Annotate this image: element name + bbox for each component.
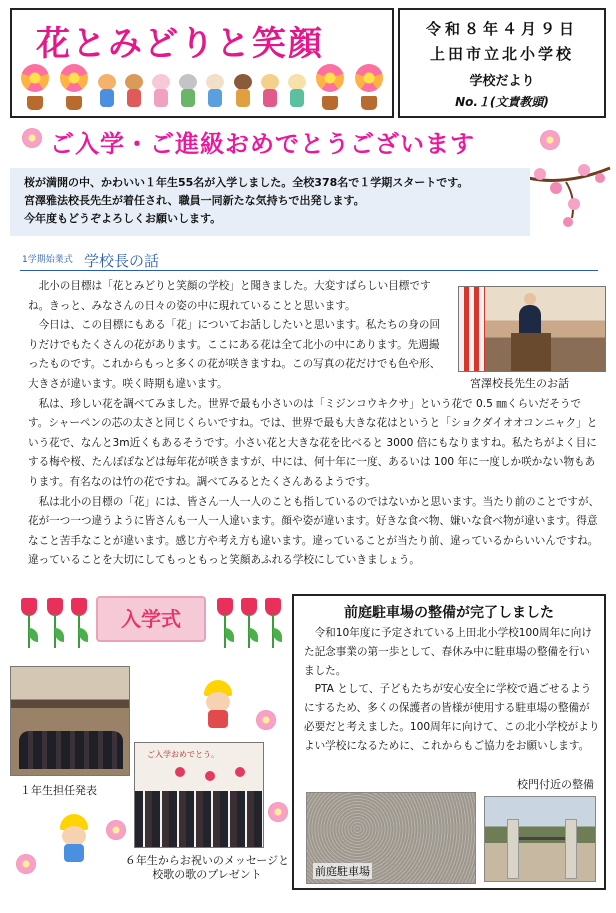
tulip-icon <box>264 598 282 652</box>
sakura-icon <box>256 710 276 730</box>
intro-box <box>10 168 530 236</box>
section-kicker: 1学期始業式 <box>22 255 73 265</box>
principal-photo <box>458 286 606 372</box>
ceremony-header <box>10 592 288 656</box>
cherry-branch-icon <box>526 148 612 234</box>
tulip-icon <box>240 598 258 652</box>
parking-paragraph: 令和10年度に予定されている上田北小学校100周年に向けた記念事業の第一歩として、春休み中に駐車場の整備を行いました。 <box>304 627 592 677</box>
ceremony-label: 入学式 <box>96 596 206 642</box>
tulip-icon <box>70 598 88 652</box>
congratulations-banner: ご入学・ご進級おめでとうございます <box>50 130 475 158</box>
photo-sign-text: ご入学おめでとう。 <box>147 750 219 759</box>
flower-animal-illustration <box>18 62 386 110</box>
sakura-icon <box>268 802 288 822</box>
masthead <box>10 8 394 118</box>
flower-pot-icon <box>57 64 91 110</box>
animal-icon <box>286 74 308 110</box>
animal-icon <box>96 74 118 110</box>
principal-photo-caption: 宮澤校長先生のお話 <box>470 377 569 390</box>
flower-pot-icon <box>352 64 386 110</box>
animal-icon <box>177 74 199 110</box>
animal-icon <box>232 74 254 110</box>
section-title-principal: 学校長の話 <box>84 252 160 270</box>
homeroom-caption: １年生担任発表 <box>20 784 97 797</box>
sakura-icon <box>106 820 126 840</box>
school-name: 上田市立北小学校 <box>429 45 574 63</box>
sakura-icon <box>16 854 36 874</box>
section-divider <box>20 270 598 271</box>
parking-title: 前庭駐車場の整備が完了しました <box>344 605 554 621</box>
sixth-grade-photo <box>134 742 264 848</box>
sakura-icon <box>540 130 560 150</box>
issue-date: 令和８年４月９日 <box>425 20 578 38</box>
talk-paragraph: 今日は、この目標にもある「花」についてお話ししたいと思います。私たちの身の回りだけでもたくさんの花があります。ここにある花は全て北小の中にあります。先週撮ったものです。これからもっと多くの花が咲きますね。この写真の花だけでも色や形、大きさが違います。咲く時期も違います。 <box>28 319 441 390</box>
intro-line: 宮澤雅法校長先生が着任され、職員一同新たな気持ちで出発します。 <box>24 194 365 207</box>
sakura-icon <box>22 128 42 148</box>
animal-icon <box>123 74 145 110</box>
newsletter-title: 花とみどりと笑顔 <box>36 24 324 64</box>
talk-paragraph: 私は北小の目標の「花」には、皆さん一人一人のことも指しているのではないかと思います。当たり前のことですが、花が一つ一つ違うように皆さんも一人一人違います。顔や姿が違います。好きな食べ物、嫌いな食べ物が違います。得意なこと苦手なことが違います。感じ方や考え方も違います。違っていることが当たり前、違っているからいいんですね。違っていることを大切にしてもっともっと笑顔あふれる学校にしていきましょう。 <box>28 495 600 567</box>
flower-pot-icon <box>18 64 52 110</box>
issue-number: No.１(文責教頭) <box>455 95 549 109</box>
homeroom-photo <box>10 666 130 776</box>
tulip-icon <box>216 598 234 652</box>
parking-body <box>304 624 600 756</box>
sixth-grade-caption: ６年生からお祝いのメッセージと校歌の歌のプレゼント <box>124 854 290 881</box>
animal-icon <box>150 74 172 110</box>
newsletter-type: 学校だより <box>469 74 535 89</box>
animal-icon <box>259 74 281 110</box>
parking-lot-caption: 前庭駐車場 <box>315 865 370 878</box>
parking-section <box>292 594 606 890</box>
child-illustration-icon <box>52 814 96 864</box>
parking-lot-photo <box>306 792 476 884</box>
talk-paragraph: 私は、珍しい花を調べてみました。世界で最も小さいのは「ミジンコウキクサ」という花で 0.5 ㎜くらいだそうです。シャーペンの芯の太さと同じくらいですね。では、世界で最も大きな花はというと「ショクダイオオコンニャク」という花で、なんと3m近くもあるそうです。小さい花と大きな花を比べると 3000 倍にもなりますね。私たちがよく目にする梅や桜、たんぽぽなどは毎年花が咲きますが、中には、何十年に一度、あるいは 100 年に一度しか咲かない物もあります。有名なのは竹の花ですね。調べてみるとたくさんあるようです。 <box>28 397 598 488</box>
tulip-icon <box>46 598 64 652</box>
school-gate-photo <box>484 796 596 882</box>
intro-line: 桜が満開の中、かわいい１年生55名が入学しました。全校378名で１学期スタートです。 <box>24 176 469 189</box>
talk-paragraph: 北小の目標は「花とみどりと笑顔の学校」と聞きました。大変すばらしい目標ですね。きっと、みなさんの日々の姿の中に現れていることと思います。 <box>28 280 431 312</box>
flower-pot-icon <box>313 64 347 110</box>
issue-info-box <box>398 8 606 118</box>
tulip-icon <box>20 598 38 652</box>
ceremony-section <box>10 592 288 910</box>
child-illustration-icon <box>196 680 240 730</box>
animal-icon <box>204 74 226 110</box>
gate-caption: 校門付近の整備 <box>517 778 594 791</box>
intro-line: 今年度もどうぞよろしくお願いします。 <box>24 212 222 225</box>
parking-paragraph: PTA として、子どもたちが安心安全に学校で過ごせるようにするため、多くの保護者の皆様が使用する駐車場の整備が必要だと考えました。100周年に向けて、この北小学校がよりよい学校になるために、これからもご協力をお願いします。 <box>304 683 600 752</box>
